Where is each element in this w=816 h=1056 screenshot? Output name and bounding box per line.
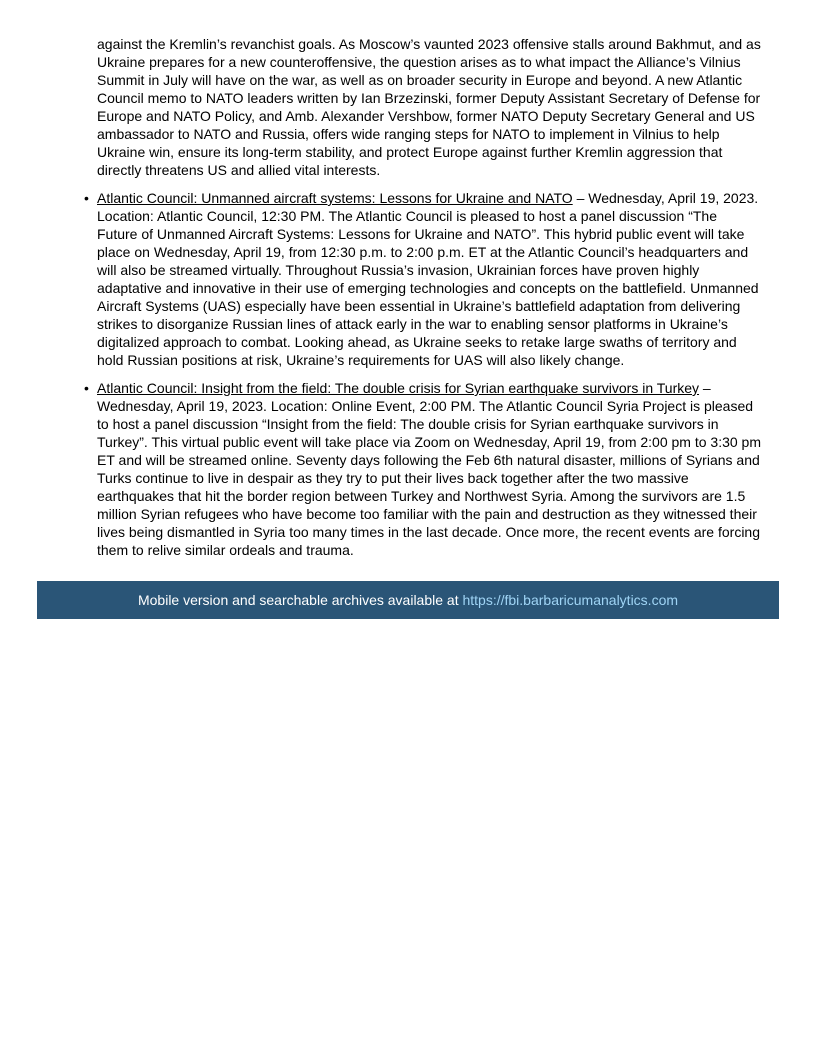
bullet-icon: • — [84, 380, 89, 396]
list-item — [84, 189, 761, 369]
event-description: – Wednesday, April 19, 2023. Location: Online Event, 2:00 PM. The Atlantic Council Syria Project is pleased to host a panel discussion “Insight from the field: The double crisis for Syrian earthquake survivors in Turkey”. This virtual public event will take place via Zoom on Wednesday, April 19, from 2:00 pm to 3:30 pm ET and will be streamed online. Seventy days following the Feb 6th natural disaster, millions of Syrians and Turks continue to live in despair as they try to put their lives back together after the two massive earthquakes that hit the border region between Turkey and Northwest Syria. Among the survivors are 1.5 million Syrian refugees who have become too familiar with the pain and destruction as they witnessed their lives being dismantled in Syria too many times in the last decade. Once more, the recent events are forcing them to relive similar ordeals and trauma. — [97, 380, 762, 558]
event-link-unmanned-aircraft[interactable]: Atlantic Council: Unmanned aircraft systems: Lessons for Ukraine and NATO — [97, 190, 573, 206]
article-body — [84, 35, 762, 569]
footer-banner — [37, 581, 779, 619]
list-item — [84, 379, 762, 559]
event-list — [84, 189, 762, 559]
intro-paragraph: against the Kremlin’s revanchist goals. As Moscow’s vaunted 2023 offensive stalls around Bakhmut, and as Ukraine prepares for a new counteroffensive, the question arises as to what impact the Alliance’s Vilnius Summit in July will have on the war, as well as on broader security in Europe and beyond. A new Atlantic Council memo to NATO leaders written by Ian Brzezinski, former Deputy Assistant Secretary of Defense for Europe and NATO Policy, and Amb. Alexander Vershbow, former NATO Deputy Secretary General and US ambassador to NATO and Russia, offers wide ranging steps for NATO to implement in Vilnius to help Ukraine win, ensure its long-term stability, and protect Europe against further Kremlin aggression that directly threatens US and allied vital interests. — [97, 36, 761, 178]
bullet-icon: • — [84, 190, 89, 206]
event-link-syrian-earthquake[interactable]: Atlantic Council: Insight from the field: The double crisis for Syrian earthquake survivors in Turkey — [97, 380, 700, 396]
event-description: – Wednesday, April 19, 2023. Location: Atlantic Council, 12:30 PM. The Atlantic Council is pleased to host a panel discussion “The Future of Unmanned Aircraft Systems: Lessons for Ukraine and NATO”. This hybrid public event will take place on Wednesday, April 19, from 12:30 p.m. to 2:00 p.m. ET at the Atlantic Council’s headquarters and will also be streamed virtually. Throughout Russia’s invasion, Ukrainian forces have proven highly adaptative and innovative in their use of emerging technologies and concepts on the battlefield. Unmanned Aircraft Systems (UAS) especially have been essential in Ukraine’s battlefield adaptation from delivering strikes to disorganize Russian lines of attack early in the war to enabling sensor platforms in Ukraine’s digitalized approach to combat. Looking ahead, as Ukraine seeks to retake large swaths of territory and hold Russian positions at risk, Ukraine’s requirements for UAS will also likely change. — [97, 190, 759, 368]
footer-text: Mobile version and searchable archives available at — [137, 592, 463, 608]
archive-link[interactable]: https://fbi.barbaricumanalytics.com — [462, 592, 679, 608]
